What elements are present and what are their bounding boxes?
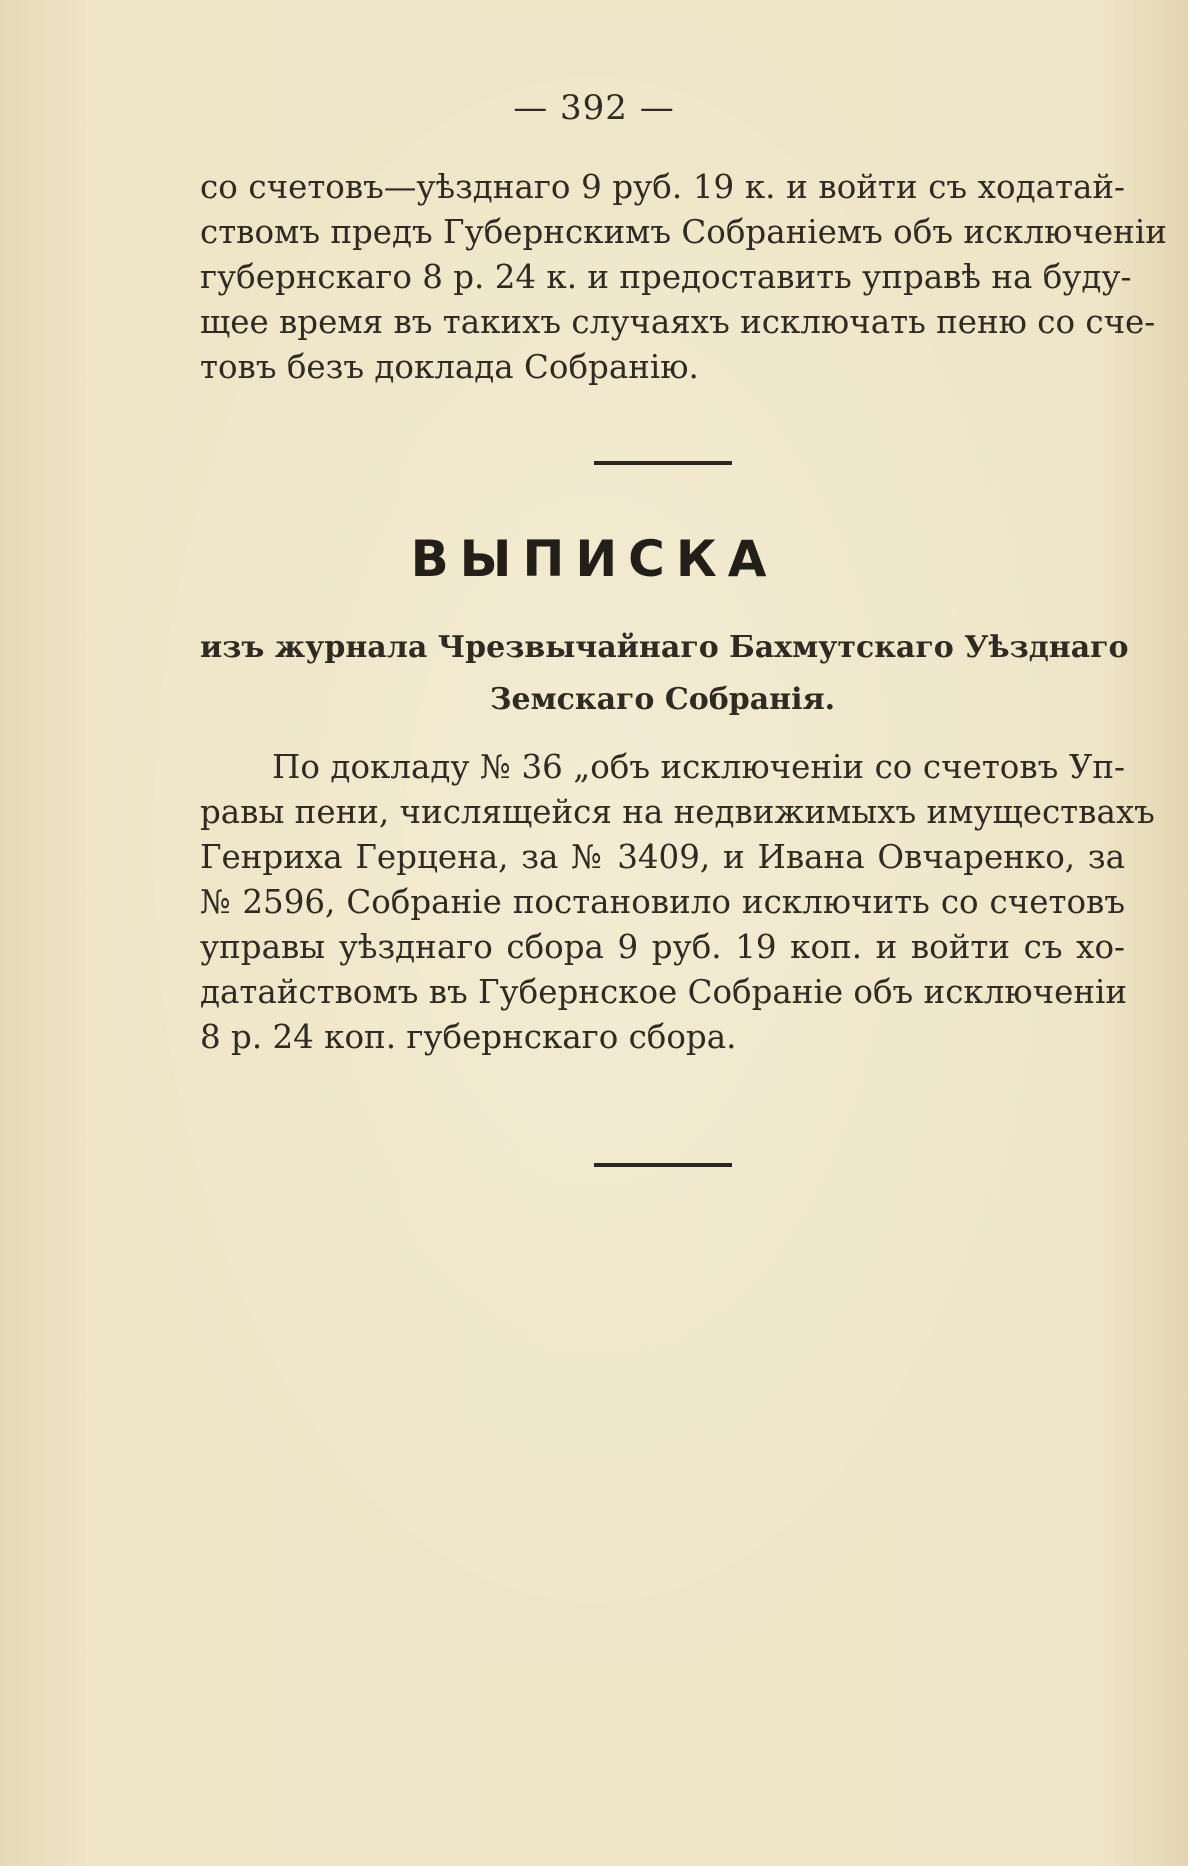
section-subheading — [200, 622, 1129, 726]
top-paragraph — [200, 165, 1167, 390]
text-line: со счетовъ—уѣзднаго 9 руб. 19 к. и войти съ ходатай- — [200, 168, 1125, 206]
text-line: 8 р. 24 коп. губернскаго сбора. — [200, 1018, 737, 1056]
section-divider-bottom — [594, 1163, 732, 1167]
section-divider-top — [594, 461, 732, 465]
text-line: № 2596, Собраніе постановило исключить со счетовъ — [200, 883, 1125, 921]
text-line: губернскаго 8 р. 24 к. и предоставить управѣ на буду- — [200, 258, 1132, 296]
text-line: управы уѣзднаго сбора 9 руб. 19 коп. и войти съ хо- — [200, 928, 1125, 966]
text-line: равы пени, числящейся на недвижимыхъ имуществахъ — [200, 793, 1155, 831]
body-paragraph — [200, 745, 1155, 1060]
text-line: По докладу № 36 „объ исключеніи со счетовъ Уп- — [272, 748, 1125, 786]
text-line: Генриха Герцена, за № 3409, и Ивана Овчаренко, за — [200, 838, 1125, 876]
page-number: — 392 — — [513, 88, 675, 128]
text-line: товъ безъ доклада Собранію. — [200, 348, 699, 386]
section-heading: ВЫПИСКА — [410, 530, 778, 588]
text-line: щее время въ такихъ случаяхъ исключать пеню со сче- — [200, 303, 1156, 341]
text-line: датайствомъ въ Губернское Собраніе объ исключеніи — [200, 973, 1128, 1011]
subheading-line: изъ журнала Чрезвычайнаго Бахмутскаго Уѣзднаго — [200, 630, 1129, 665]
text-line: ствомъ предъ Губернскимъ Собраніемъ объ исключеніи — [200, 213, 1167, 251]
subheading-line: Земскаго Собранія. — [489, 682, 836, 717]
